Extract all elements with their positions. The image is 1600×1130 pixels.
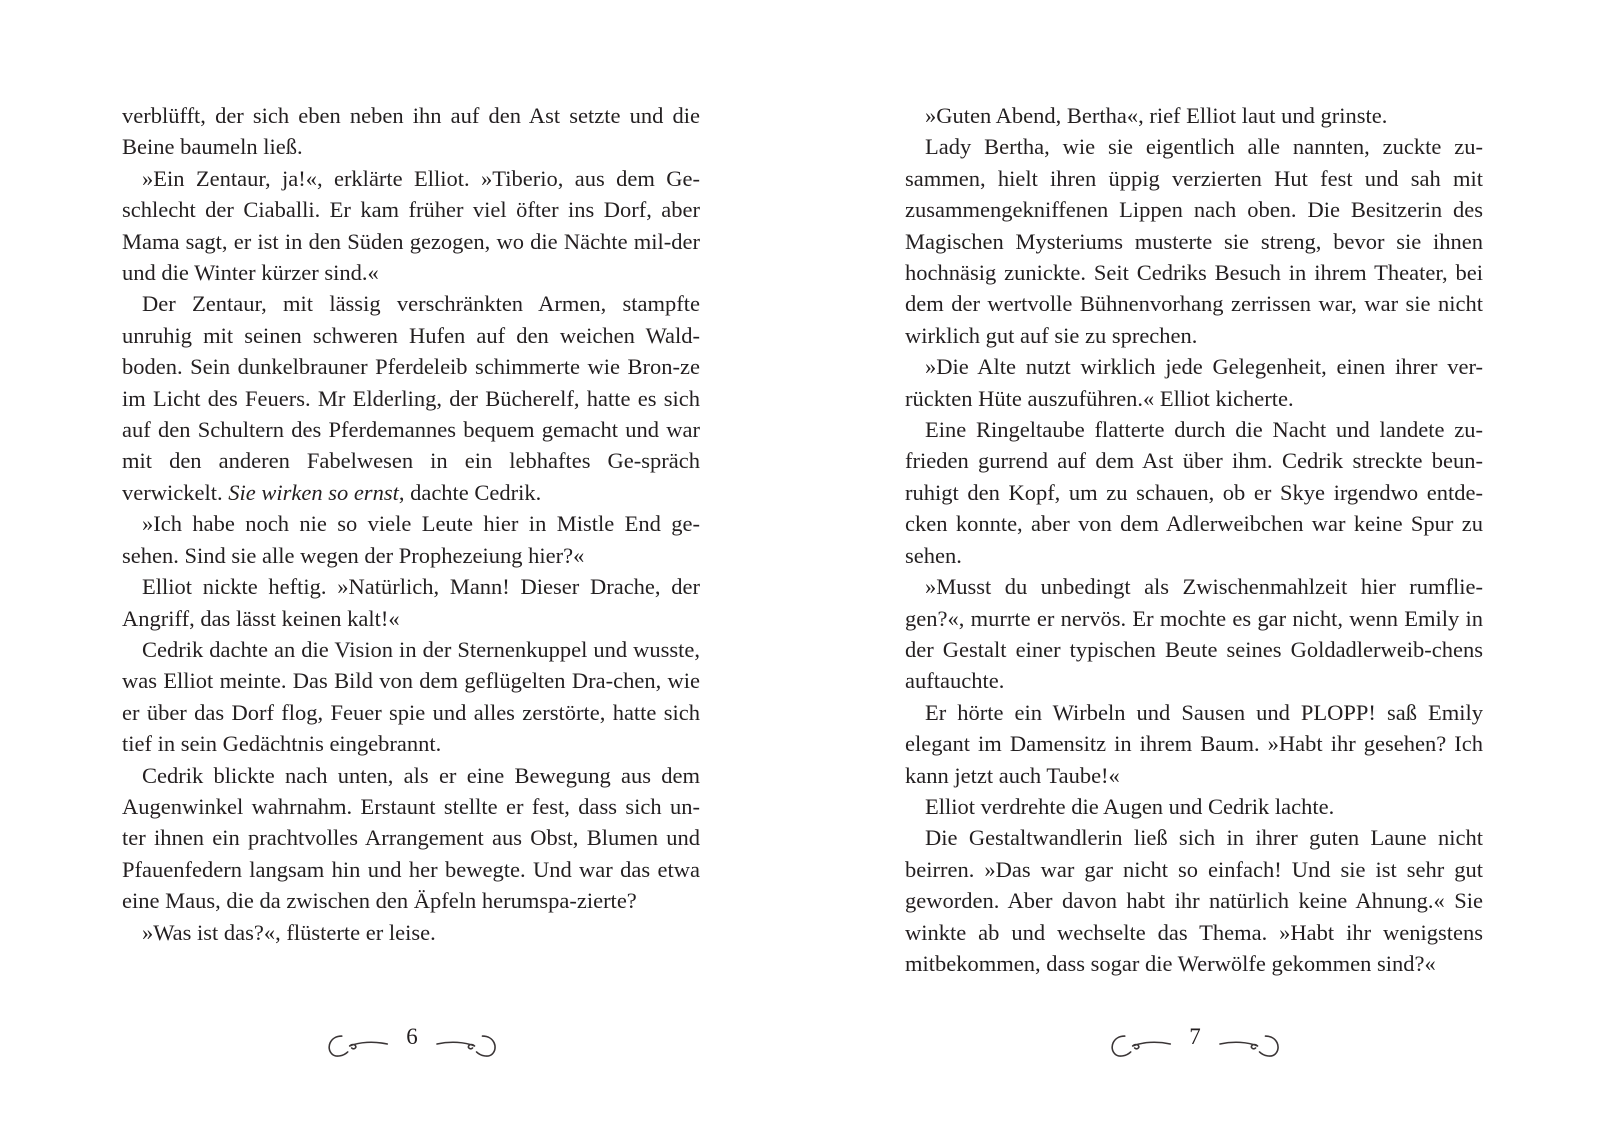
paragraph: verblüfft, der sich eben neben ihn auf den Ast setzte und die Beine baumeln ließ. — [122, 103, 700, 160]
swash-left-icon — [322, 1026, 391, 1062]
page-footer — [322, 1022, 502, 1066]
paragraph: Die Gestaltwandlerin ließ sich in ihrer guten Laune nicht beirren. »Das war gar nicht so einfach! Und sie ist sehr gut geworden. Aber davon habt ihr natürlich keine Ahnung.« Sie winkte ab und wechselte das Thema. »Habt ihr wenigstens mitbekommen, dass sogar die Werwölfe gekommen sind?« — [905, 825, 1483, 976]
right-page — [800, 0, 1600, 1130]
paragraph: »Ich habe noch nie so viele Leute hier in Mistle End ge-sehen. Sind sie alle wegen der Prophezeiung hier?« — [122, 511, 700, 568]
page-number: 6 — [406, 1024, 418, 1049]
paragraph: Eine Ringeltaube flatterte durch die Nacht und landete zu-frieden gurrend auf dem Ast über ihm. Cedrik streckte beun-ruhigt den Kopf, um zu schauen, ob er Skye irgendwo entde-cken konnte, aber von dem Adlerweibchen war keine Spur zu sehen. — [905, 417, 1483, 568]
swash-left-icon — [1105, 1026, 1174, 1062]
page-number: 7 — [1189, 1024, 1201, 1049]
paragraph: Cedrik dachte an die Vision in der Sternenkuppel und wusste, was Elliot meinte. Das Bild von dem geflügelten Dra-chen, wie er über das Dorf flog, Feuer spie und alles zerstörte, hatte sich tief in sein Gedächtnis eingebrannt. — [122, 636, 700, 757]
paragraph-text: Der Zentaur, mit lässig verschränkten Armen, stampfte unruhig mit seinen schweren Hufen auf den weichen Wald-boden. Sein dunkelbrauner Pferdeleib schimmerte wie Bron-ze im Licht des Feuers. Mr Elderling, der Bücherelf, hatte es sich auf den Schultern des Pferdemannes bequem gemacht und war mit den anderen Fabelwesen in ein lebhaftes Ge-spräch verwickelt. — [122, 291, 700, 505]
left-page-text — [122, 100, 700, 948]
paragraph: »Die Alte nutzt wirklich jede Gelegenheit, einen ihrer ver-rückten Hüte auszuführen.« Elliot kicherte. — [905, 354, 1483, 411]
swash-right-icon — [1216, 1026, 1285, 1062]
paragraph: Elliot verdrehte die Augen und Cedrik lachte. — [925, 793, 1335, 819]
paragraph: »Ein Zentaur, ja!«, erklärte Elliot. »Tiberio, aus dem Ge-schlecht der Ciaballi. Er kam früher viel öfter ins Dorf, aber Mama sagt, er ist in den Süden gezogen, wo die Nächte mil-der und die Winter kürzer sind.« — [122, 165, 700, 286]
paragraph: Cedrik blickte nach unten, als er eine Bewegung aus dem Augenwinkel wahrnahm. Erstaunt stellte er fest, dass sich un-ter ihnen ein prachtvolles Arrangement aus Obst, Blumen und Pfauenfedern langsam hin und her bewegte. Und war das etwa eine Maus, die da zwischen den Äpfeln herumspa-zierte? — [122, 762, 700, 914]
paragraph — [122, 288, 700, 508]
italic-thought: Sie wirken so ernst — [228, 479, 399, 505]
paragraph: »Guten Abend, Bertha«, rief Elliot laut und grinste. — [925, 103, 1388, 128]
page-footer — [1105, 1022, 1285, 1066]
right-page-text — [905, 100, 1483, 979]
paragraph: »Musst du unbedingt als Zwischenmahlzeit hier rumflie-gen?«, murrte er nervös. Er mochte es gar nicht, wenn Emily in der Gestalt einer typischen Beute seines Goldadlerweib-chens auftauchte. — [905, 574, 1483, 694]
paragraph: Elliot nickte heftig. »Natürlich, Mann! Dieser Drache, der Angriff, das lässt keinen kalt!« — [122, 574, 700, 631]
swash-right-icon — [433, 1026, 502, 1062]
paragraph: »Was ist das?«, flüsterte er leise. — [142, 919, 436, 945]
paragraph-tail: , dachte Cedrik. — [398, 479, 542, 505]
paragraph: Er hörte ein Wirbeln und Sausen und PLOPP! saß Emily elegant im Damensitz in ihrem Baum. »Habt ihr gesehen? Ich kann jetzt auch Taube!« — [905, 699, 1483, 788]
paragraph: Lady Bertha, wie sie eigentlich alle nannten, zuckte zu-sammen, hielt ihren üppig verzierten Hut fest und sah mit zusammengekniffenen Lippen nach oben. Die Besitzerin des Magischen Mysteriums musterte sie streng, bevor sie ihnen hochnäsig zunickte. Seit Cedriks Besuch in ihrem Theater, bei dem der wertvolle Bühnenvorhang zerrissen war, war sie nicht wirklich gut auf sie zu sprechen. — [905, 134, 1483, 348]
